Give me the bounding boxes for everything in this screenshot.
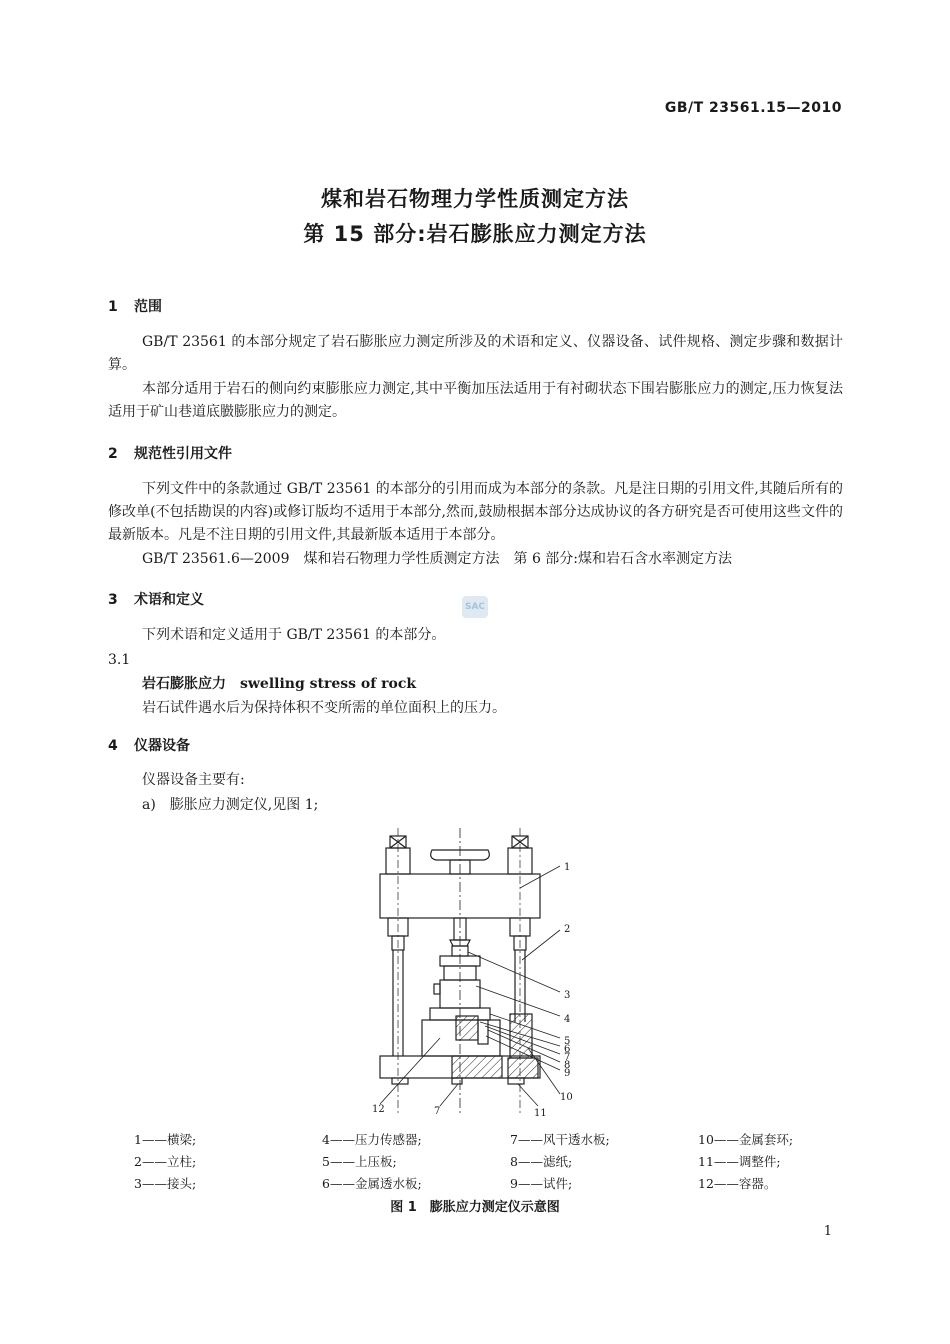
callout-label: 6: [564, 1044, 571, 1055]
section-number: 4: [108, 738, 118, 754]
paragraph: 仪器设备主要有:: [142, 772, 245, 788]
subclause-number: 3.1: [108, 652, 131, 668]
legend-item: 1——横梁;: [134, 1132, 197, 1147]
paragraph: 下列文件中的条款通过 GB/T 23561 的本部分的引用而成为本部分的条款。凡是注日期的引用文件,其随后所有的修改单(不包括勘误的内容)或修订版均不适用于本部分,然而,鼓励根据本部分达成协议的各方研究是否可使用这些文件的最新版本。凡是不注日期的引用文件,其最新版本适用于本部分。: [108, 481, 843, 543]
legend-item: 5——上压板;: [322, 1154, 397, 1169]
callout-label: 3: [564, 990, 571, 1001]
callout-label: 9: [564, 1068, 571, 1079]
term-english: swelling stress of rock: [240, 676, 417, 692]
callout-label: 7: [434, 1106, 441, 1117]
normative-reference: GB/T 23561.6—2009 煤和岩石物理力学性质测定方法 第 6 部分:煤和岩石含水率测定方法: [142, 551, 733, 567]
callout-label: 7: [564, 1052, 571, 1063]
section-3-heading: [108, 589, 204, 609]
legend-item: 6——金属透水板;: [322, 1176, 422, 1191]
term-entry: [142, 673, 416, 693]
legend-item: 8——滤纸;: [510, 1154, 573, 1169]
legend-item: 2——立柱;: [134, 1154, 197, 1169]
callout-label: 12: [372, 1104, 385, 1115]
legend-item: 4——压力传感器;: [322, 1132, 422, 1147]
legend-item: 3——接头;: [134, 1176, 197, 1191]
section-2-heading: [108, 443, 232, 463]
callout-label: 1: [564, 862, 571, 873]
legend-item: 9——试件;: [510, 1176, 573, 1191]
callout-label: 11: [534, 1108, 547, 1118]
legend-item: 10——金属套环;: [698, 1132, 794, 1147]
paragraph: 下列术语和定义适用于 GB/T 23561 的本部分。: [142, 627, 446, 643]
section-title: 术语和定义: [134, 592, 204, 608]
section-number: 3: [108, 592, 118, 608]
callout-label: 5: [564, 1036, 571, 1047]
legend-item: 11——调整件;: [698, 1154, 781, 1169]
section-title: 仪器设备: [134, 738, 190, 754]
page-number: 1: [823, 1224, 832, 1239]
legend-item: 12——容器。: [698, 1176, 777, 1191]
section-1-heading: [108, 296, 162, 316]
callout-label: 8: [564, 1060, 571, 1071]
section-number: 2: [108, 446, 118, 462]
term-chinese: 岩石膨胀应力: [142, 676, 226, 692]
standard-code: GB/T 23561.15—2010: [664, 100, 842, 116]
term-definition: 岩石试件遇水后为保持体积不变所需的单位面积上的压力。: [142, 700, 506, 716]
callout-label: 2: [564, 924, 571, 935]
document-subtitle: 第 15 部分:岩石膨胀应力测定方法: [303, 222, 647, 246]
callout-label: 4: [564, 1014, 571, 1025]
section-4-heading: [108, 735, 190, 755]
section-title: 规范性引用文件: [134, 446, 232, 462]
paragraph: GB/T 23561 的本部分规定了岩石膨胀应力测定所涉及的术语和定义、仪器设备、试件规格、测定步骤和数据计算。: [108, 334, 843, 373]
legend-item: 7——风干透水板;: [510, 1132, 610, 1147]
list-item-a: a) 膨胀应力测定仪,见图 1;: [142, 797, 319, 813]
swelling-stress-apparatus-diagram: [360, 826, 600, 1118]
sac-watermark: SAC: [462, 596, 488, 618]
section-number: 1: [108, 299, 118, 315]
callout-label: 10: [560, 1092, 573, 1103]
paragraph: 本部分适用于岩石的侧向约束膨胀应力测定,其中平衡加压法适用于有衬砌状态下围岩膨胀应力的测定,压力恢复法适用于矿山巷道底臌膨胀应力的测定。: [108, 381, 843, 420]
document-title: 煤和岩石物理力学性质测定方法: [321, 187, 629, 211]
section-title: 范围: [134, 299, 162, 315]
figure-caption: 图 1 膨胀应力测定仪示意图: [390, 1200, 560, 1215]
